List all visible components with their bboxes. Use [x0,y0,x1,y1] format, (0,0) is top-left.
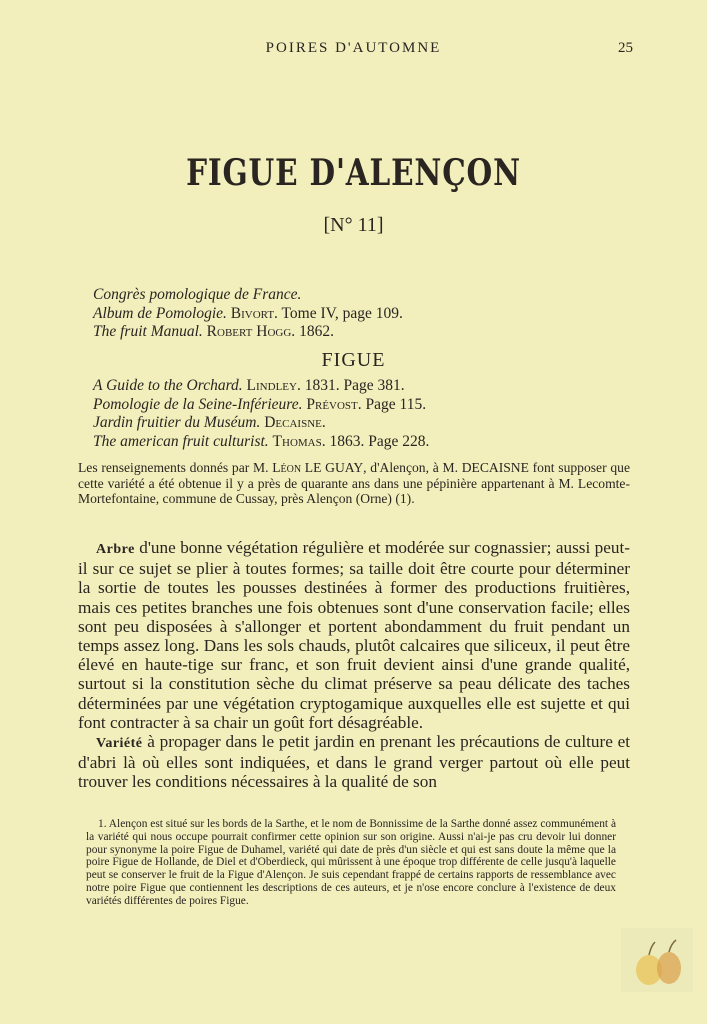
intro-paragraph [78,460,630,507]
reference-line [93,323,653,342]
reference-detail: 1831. Page 381. [304,377,405,394]
reference-author: Thomas. [272,432,326,450]
reference-author: Lindley. [246,377,301,394]
reference-author: Bivort. [230,304,278,322]
reference-line [93,377,653,396]
running-header [0,40,707,64]
paragraph-variety [78,732,630,792]
description-body [78,538,630,792]
paragraph-text: à propager dans le petit jardin en prenant les précautions de culture et d'abri là où elles sont indiquées, et dans le grand verger partout où elle peut trouver les conditions nécessaires à la qualité de son [78,732,630,792]
reference-source: Jardin fruitier du Muséum. [93,414,261,431]
paragraph-lead: Arbre [96,542,135,557]
paragraph-tree [78,538,630,732]
reference-list [93,286,653,342]
reference-line [93,396,653,415]
synonym-heading: FIGUE [321,349,386,371]
reference-author: Robert Hogg. [206,323,296,340]
page-number: 25 [618,40,633,56]
reference-detail: Tome IV, page 109. [281,304,403,322]
reference-line [93,433,653,452]
footnote [86,818,616,908]
reference-source: The american fruit culturist. [93,432,269,450]
person-name: DECAISNE [461,460,529,475]
reference-source: Pomologie de la Seine-Inférieure. [93,395,303,413]
person-name: Léon LE GUAY [272,460,364,475]
reference-source: A Guide to the Orchard. [93,377,243,394]
reference-author: Prévost. [306,395,362,413]
intro-text: Les renseignements donnés par M. [78,460,269,475]
reference-detail: 1862. [299,323,334,340]
footnote-text: 1. Alençon est situé sur les bords de la Sarthe, et le nom de Bonnissime de la Sarthe donné assez communément à la variété qui nous occupe pourrait confirmer cette opinion sur son origine. Aussi n'ai-je pas cru devoir lui donner pour synonyme la poire Figue de Duhamel, variété qui date de près d'un siècle et qui est sans doute la même que la poire Figue de Hollande, de Diel et d'Oberdieck, qui mûrissent à une époque trop différente de celle jusqu'à laquelle peut se conserver le fruit de la Figue d'Alençon. Je suis cependant frappé de certains rapports de ressemblance avec notre poire Figue que contiennent les descriptions de ces auteurs, et je n'ose encore conclure à l'existence de deux variétés différentes de poires Figue. [86,818,616,907]
pear-stamp-icon [621,928,693,992]
reference-detail: Page 115. [365,395,427,413]
reference-source: Congrès pomologique de France. [93,286,302,303]
reference-detail: 1863. Page 228. [329,432,430,450]
intro-text: font supposer que cette variété a été obtenue il y a près de quarante ans dans une pépinière appartenant à M. Lecomte-Mortefontaine, commune de Cussay, près Alençon (Orne) (1). [78,460,630,506]
variety-number: [N° 11] [323,214,384,236]
paragraph-lead: Variété [96,736,143,752]
reference-line [93,305,653,324]
page-title: FIGUE D'ALENÇON [186,152,521,194]
reference-line [93,414,653,433]
running-title: POIRES D'AUTOMNE [265,40,442,56]
reference-line [93,286,653,305]
synonym-reference-list [93,377,653,451]
paragraph-text: d'une bonne végétation régulière et modérée sur cognassier; aussi peut-il sur ce sujet se plier à toutes formes; sa taille doit être courte pour déterminer la sortie de toutes les pousses destinées à former des productions fruitières, mais ces petites branches une fois obtenues sont d'une conservation facile; elles sont peu disposées à s'allonger et portent abondamment du fruit pendant un temps assez long. Dans les sols chauds, plutôt calcaires que siliceux, il peut être élevé en haute-tige sur franc, et son fruit devient ainsi d'une grande qualité, surtout si la constitution sèche du climat préserve sa peau délicate des taches déterminées par une végétation cryptogamique auxquelles elle est sujette et qui font contracter à sa chair un goût fort désagréable. [78,538,630,732]
reference-author: Decaisne. [264,414,326,431]
reference-source: Album de Pomologie. [93,304,227,322]
reference-source: The fruit Manual. [93,323,203,340]
intro-text: , d'Alençon, à M. [363,460,458,475]
